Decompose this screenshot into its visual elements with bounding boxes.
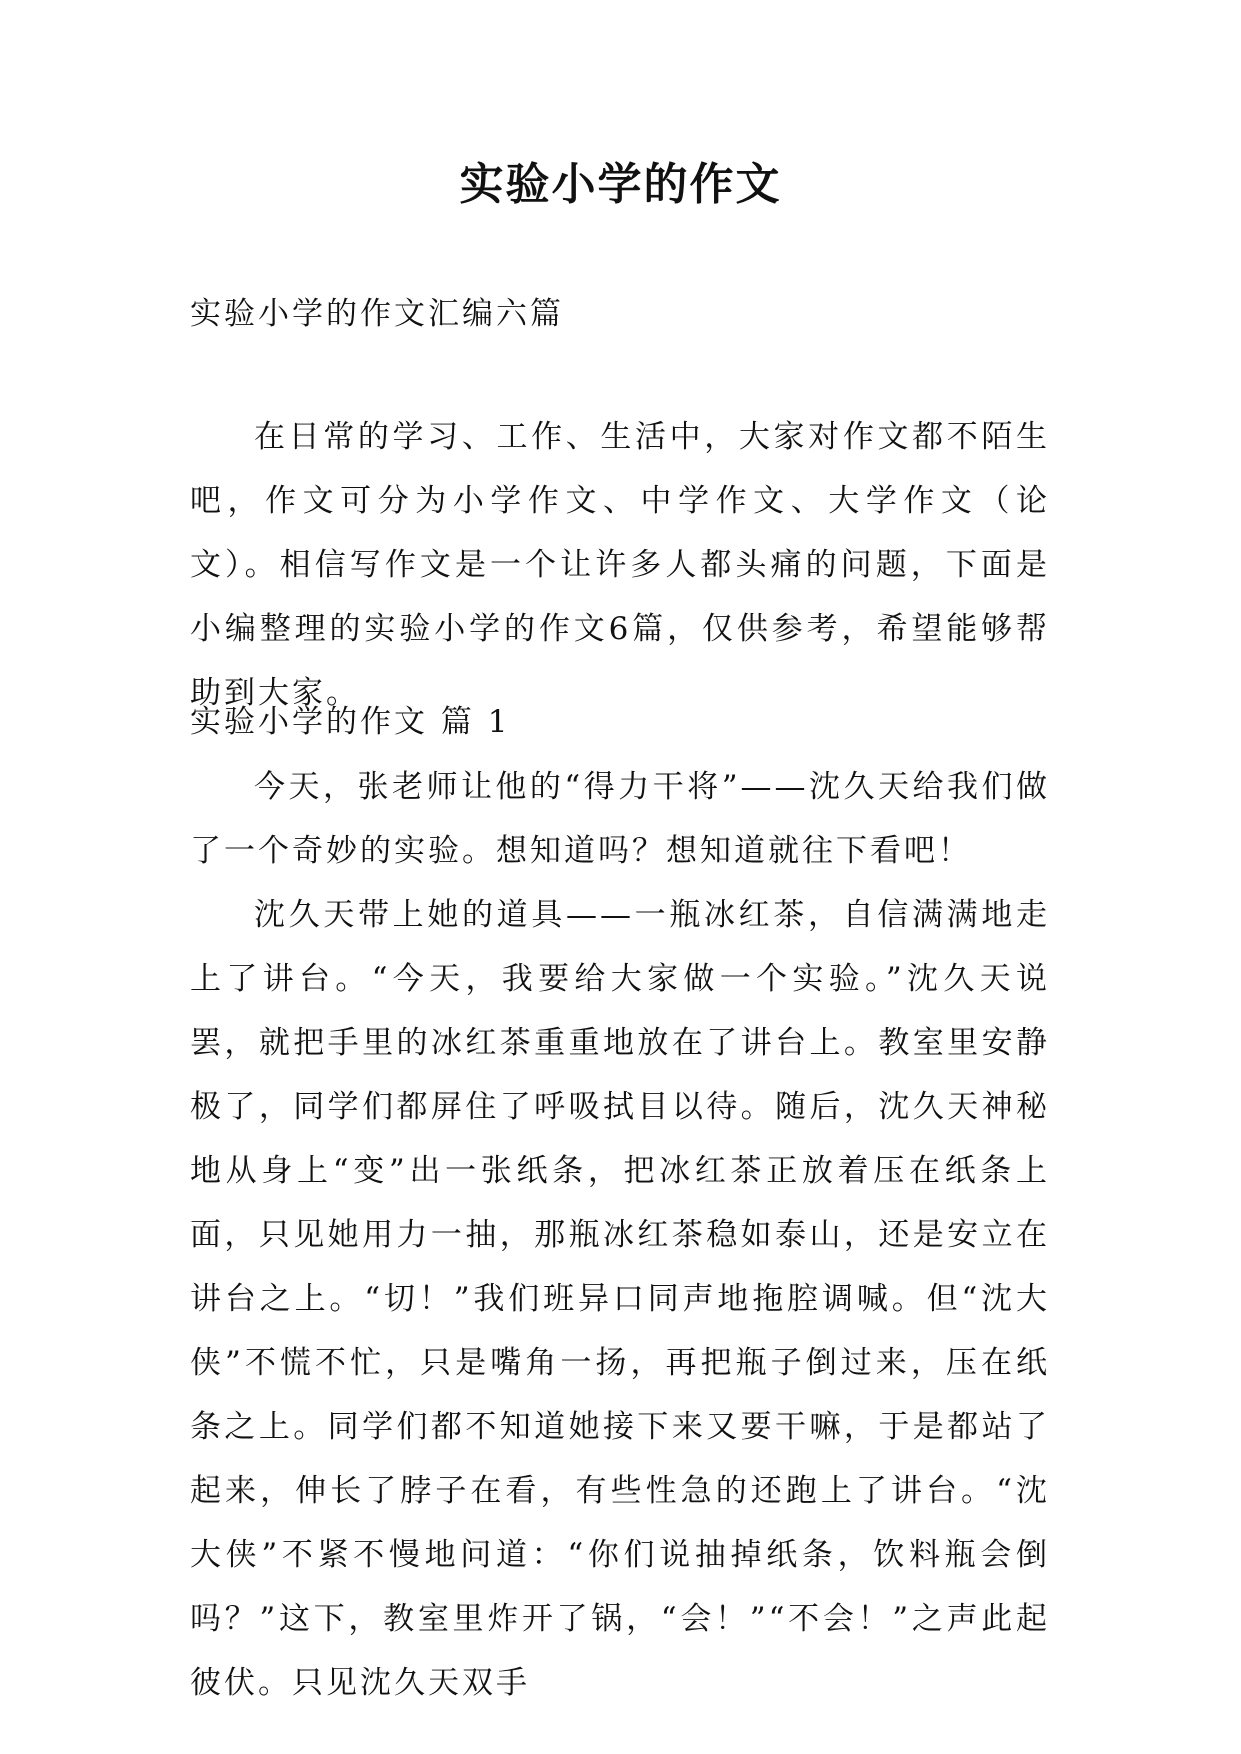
document-subtitle: 实验小学的作文汇编六篇 xyxy=(190,296,564,332)
essay-paragraph-1: 今天，张老师让他的“得力干将”——沈久天给我们做了一个奇妙的实验。想知道吗？想知道就往下看吧！ xyxy=(190,769,1050,869)
essay-paragraph-2: 沈久天带上她的道具——一瓶冰红茶，自信满满地走上了讲台。“今天，我要给大家做一个实验。”沈久天说罢，就把手里的冰红茶重重地放在了讲台上。教室里安静极了，同学们都屏住了呼吸拭目以待。随后，沈久天神秘地从身上“变”出一张纸条，把冰红茶正放着压在纸条上面，只见她用力一抽，那瓶冰红茶稳如泰山，还是安立在讲台之上。“切！”我们班异口同声地拖腔调喊。但“沈大侠”不慌不忙，只是嘴角一扬，再把瓶子倒过来，压在纸条之上。同学们都不知道她接下来又要干嘛，于是都站了起来，伸长了脖子在看，有些性急的还跑上了讲台。“沈大侠”不紧不慢地问道：“你们说抽掉纸条，饮料瓶会倒吗？”这下，教室里炸开了锅，“会！”“不会！”之声此起彼伏。只见沈久天双手 xyxy=(190,897,1050,1701)
essay-body xyxy=(190,755,1050,1715)
intro-paragraph: 在日常的学习、工作、生活中，大家对作文都不陌生吧，作文可分为小学作文、中学作文、大学作文（论文）。相信写作文是一个让许多人都头痛的问题，下面是小编整理的实验小学的作文6篇，仅供参考，希望能够帮助到大家。 xyxy=(190,419,1050,711)
section-heading: 实验小学的作文 篇 1 xyxy=(190,704,511,740)
document-title: 实验小学的作文 xyxy=(459,159,782,210)
